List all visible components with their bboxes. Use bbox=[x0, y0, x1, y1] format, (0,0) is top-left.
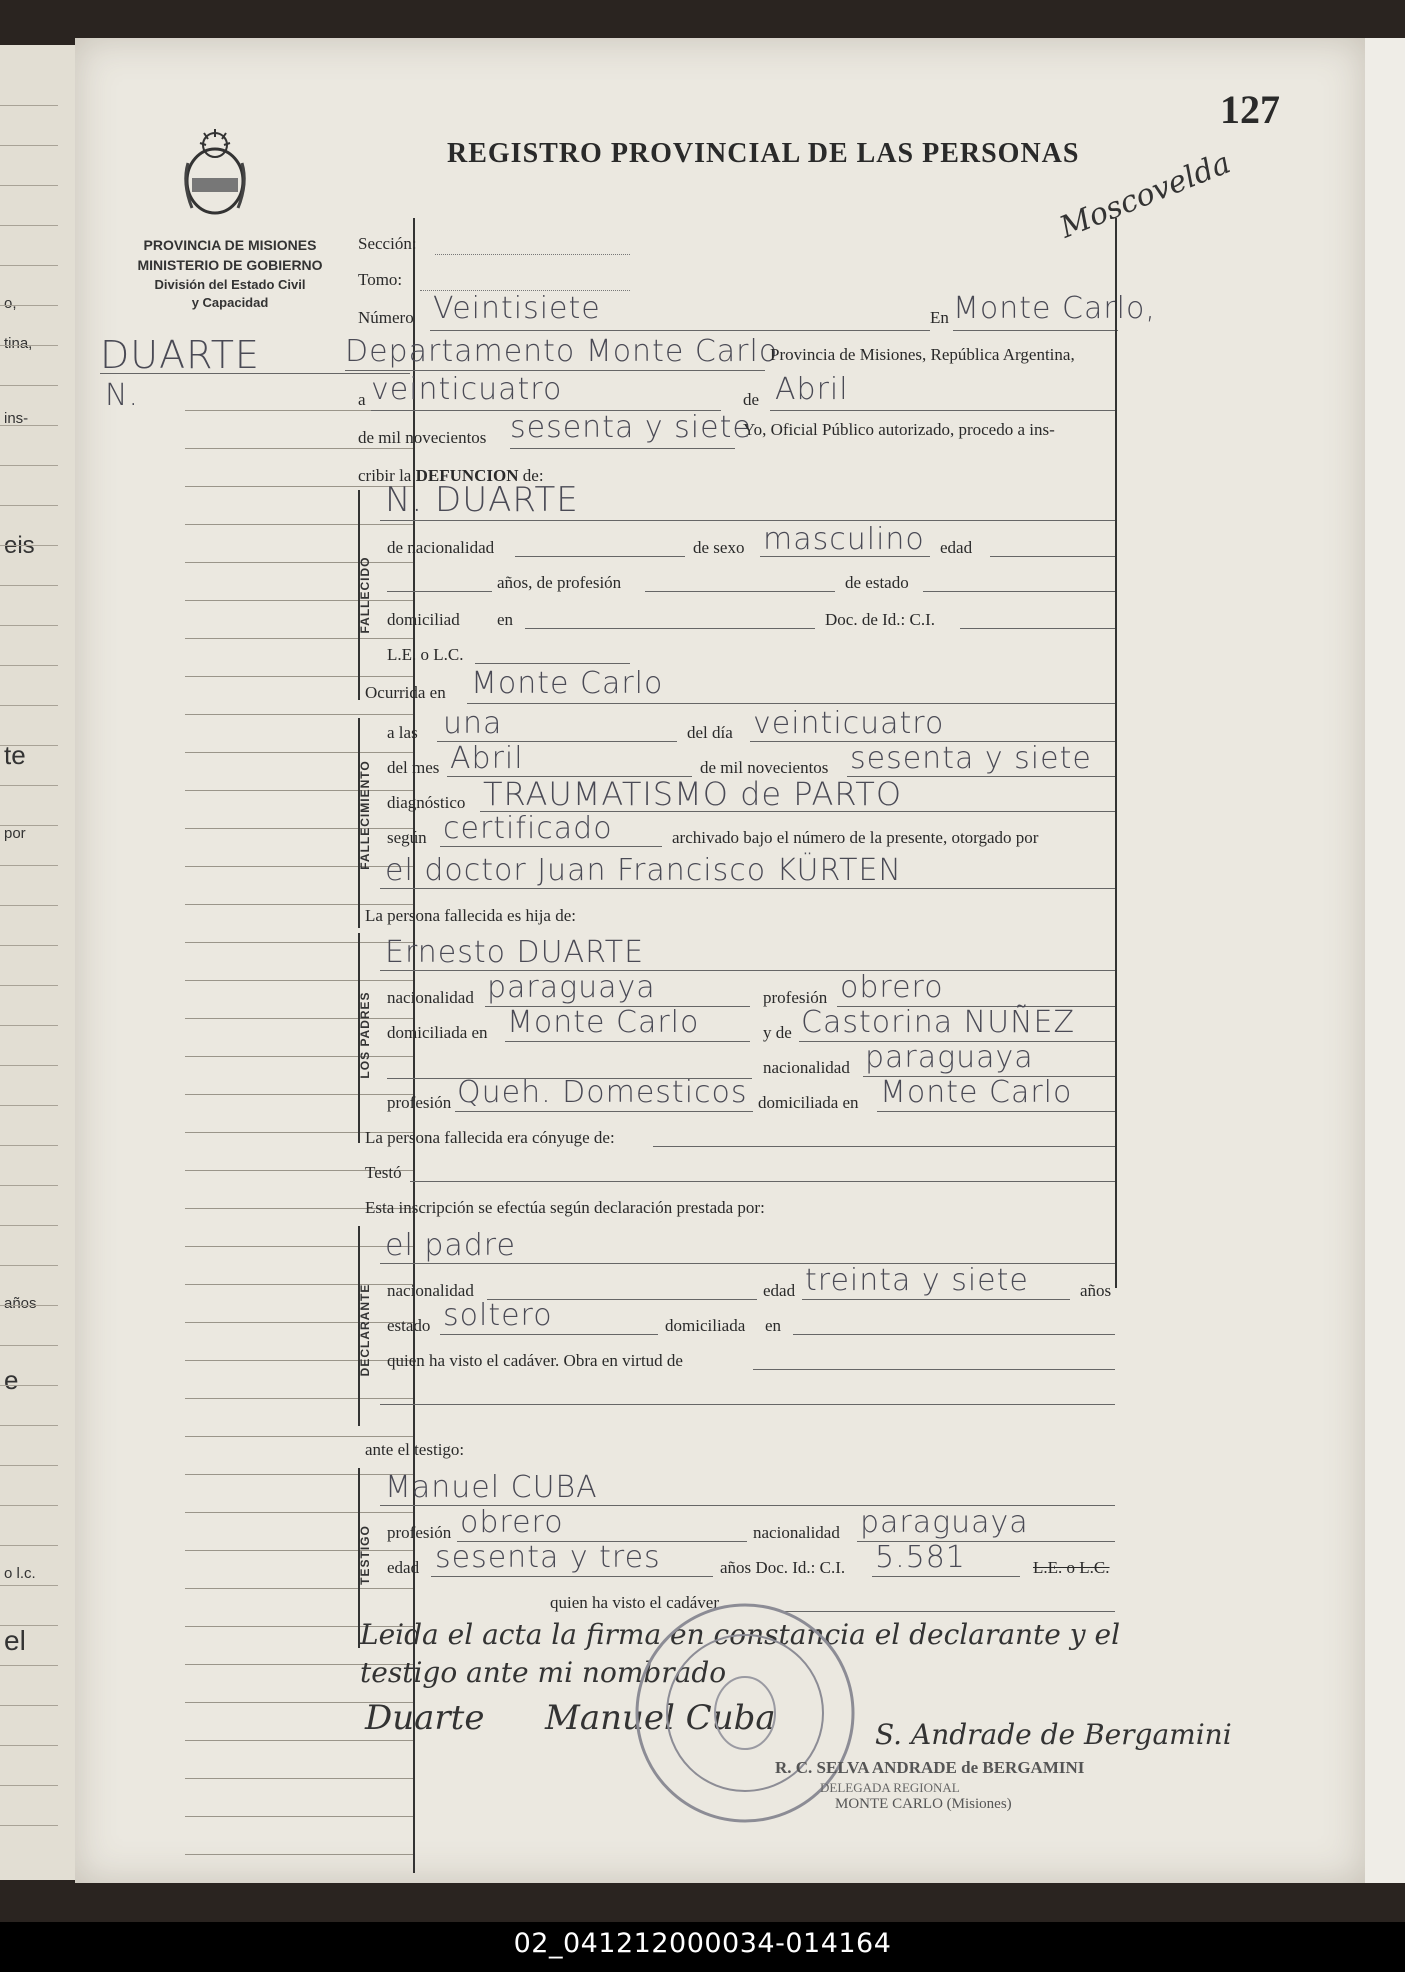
testigo-prof-value: obrero bbox=[460, 1505, 564, 1540]
ledger-rule bbox=[185, 600, 413, 601]
padre-prof-value: obrero bbox=[840, 970, 944, 1005]
a-label: a bbox=[358, 390, 366, 409]
left-page-rule bbox=[0, 1385, 58, 1386]
estado-line bbox=[923, 591, 1115, 592]
testo-text: Testó bbox=[365, 1163, 402, 1182]
fallecido-side-label: FALLECIDO bbox=[358, 556, 372, 634]
declarante-visto-text: quien ha visto el cadáver. Obra en virtud de bbox=[387, 1351, 683, 1370]
declarante-en-label: en bbox=[765, 1316, 782, 1335]
left-page-rule bbox=[0, 1465, 58, 1466]
mes-label: del mes bbox=[387, 758, 440, 777]
left-page-rule bbox=[0, 1745, 58, 1746]
ledger-rule bbox=[185, 1398, 413, 1399]
left-page-rule bbox=[0, 1305, 58, 1306]
anios-label: años, de profesión bbox=[497, 573, 622, 592]
declarante-signature: Duarte bbox=[365, 1698, 485, 1738]
ministry-line: MINISTERIO DE GOBIERNO bbox=[137, 257, 323, 273]
en-label: En bbox=[930, 308, 949, 327]
cribir-prefix: cribir la bbox=[358, 466, 412, 485]
left-page-rule bbox=[0, 905, 58, 906]
left-page-snippet: eis bbox=[4, 532, 35, 559]
ledger-rule bbox=[185, 1816, 413, 1817]
testigo-nac-value: paraguaya bbox=[860, 1505, 1029, 1540]
inscripcion-text: Esta inscripción se efectúa según declaración prestada por: bbox=[365, 1198, 765, 1217]
left-page-rule bbox=[0, 1505, 58, 1506]
ledger-rule bbox=[185, 486, 413, 487]
left-page-rule bbox=[0, 1705, 58, 1706]
padre-dom-label bbox=[387, 1023, 488, 1043]
nacionalidad-label: de nacionalidad bbox=[387, 538, 495, 557]
left-page-rule bbox=[0, 1585, 58, 1586]
de-label: de bbox=[743, 390, 760, 409]
left-page-rule bbox=[0, 1145, 58, 1146]
declarante-estado-line bbox=[440, 1334, 658, 1335]
right-page-edge bbox=[1365, 38, 1405, 1883]
ledger-rule bbox=[185, 1360, 413, 1361]
declarante-name: el padre bbox=[385, 1228, 516, 1263]
fallecimiento-side-label: FALLECIMIENTO bbox=[358, 760, 372, 870]
edad-label: edad bbox=[940, 538, 973, 557]
testigo-le-text: L.E. o L.C. bbox=[1033, 1558, 1110, 1577]
edad-line bbox=[990, 556, 1115, 557]
sexo-value: masculino bbox=[763, 522, 925, 557]
left-page-rule bbox=[0, 185, 58, 186]
de-value: Abril bbox=[775, 372, 849, 407]
oficial-signature: S. Andrade de Bergamini bbox=[875, 1718, 1232, 1751]
ministry-line: y Capacidad bbox=[191, 295, 269, 310]
margin-rule bbox=[100, 373, 410, 374]
a-value: veinticuatro bbox=[371, 372, 563, 407]
ledger-rule bbox=[185, 1284, 413, 1285]
left-page-rule bbox=[0, 1345, 58, 1346]
left-page-rule bbox=[0, 1625, 58, 1626]
en-value: Monte Carlo, bbox=[953, 291, 1156, 326]
cribir-suffix: de: bbox=[522, 466, 544, 485]
diag-label: diagnóstico bbox=[387, 793, 466, 812]
left-page-rule bbox=[0, 1105, 58, 1106]
page-number: 127 bbox=[1220, 87, 1280, 132]
left-page-snippet: e bbox=[4, 1365, 19, 1395]
nacionalidad-line bbox=[515, 556, 685, 557]
yde-label: y de bbox=[763, 1023, 792, 1042]
sexo-label: de sexo bbox=[693, 538, 745, 557]
year-line bbox=[510, 448, 735, 449]
madre-name: Castorina NUÑEZ bbox=[801, 1005, 1076, 1040]
doc-line bbox=[960, 628, 1115, 629]
del-dia-label: del día bbox=[687, 723, 733, 742]
left-page-rule bbox=[0, 545, 58, 546]
testigo-side-label: TESTIGO bbox=[358, 1525, 372, 1585]
left-page-rule bbox=[0, 425, 58, 426]
left-page-rule bbox=[0, 745, 58, 746]
ledger-rule bbox=[185, 1740, 413, 1741]
seccion-line bbox=[435, 254, 630, 255]
hija-text: La persona fallecida es hija de: bbox=[365, 906, 576, 925]
ledger-rule bbox=[185, 1778, 413, 1779]
padre-nac-value: paraguaya bbox=[487, 970, 656, 1005]
madre-nac-label: nacionalidad bbox=[763, 1058, 850, 1077]
ledger-rule bbox=[185, 828, 413, 829]
domiciliad-label: domiciliad bbox=[387, 610, 460, 629]
a-las-value: una bbox=[443, 706, 503, 741]
declarante-dom-line bbox=[793, 1334, 1115, 1335]
left-page-snippet: tina, bbox=[4, 335, 33, 352]
testigo-doc-line bbox=[872, 1576, 1020, 1577]
ledger-rule bbox=[185, 1588, 413, 1589]
ledger-rule bbox=[185, 1018, 413, 1019]
padre-nac-label: nacionalidad bbox=[387, 988, 474, 1007]
left-page-snippet: años bbox=[4, 1295, 37, 1312]
segun-label: según bbox=[387, 828, 427, 847]
ledger-rule bbox=[185, 1474, 413, 1475]
left-page-rule bbox=[0, 1025, 58, 1026]
ledger-rule bbox=[185, 448, 413, 449]
oficial-text: Yo, Oficial Público autorizado, procedo a ins- bbox=[743, 420, 1055, 439]
ocurrida-value: Monte Carlo bbox=[471, 666, 664, 701]
padre-prof-label: profesión bbox=[763, 988, 828, 1007]
testigo-edad-label: edad bbox=[387, 1558, 420, 1577]
declarante-blank-line bbox=[380, 1404, 1115, 1405]
testigo-edad-line bbox=[431, 1576, 713, 1577]
departamento-value: Departamento Monte Carlo bbox=[345, 334, 779, 369]
declarante-edad-line bbox=[802, 1299, 1070, 1300]
ledger-rule bbox=[185, 714, 413, 715]
testigo-edad-value: sesenta y tres bbox=[435, 1540, 661, 1575]
mes-value: Abril bbox=[450, 741, 524, 776]
ledger-rule bbox=[185, 942, 413, 943]
ocurrida-line bbox=[467, 703, 1115, 704]
ledger-rule bbox=[185, 1056, 413, 1057]
left-page-rule bbox=[0, 1265, 58, 1266]
numero-label: Número bbox=[358, 308, 414, 327]
padre-dom-line bbox=[505, 1041, 750, 1042]
closing-line-2: testigo ante mi nombrado bbox=[360, 1656, 727, 1689]
left-page-rule bbox=[0, 625, 58, 626]
ministry-header bbox=[100, 235, 360, 313]
testigo-doc-value: 5.581 bbox=[875, 1540, 966, 1575]
coat-of-arms-icon bbox=[180, 123, 250, 218]
declarante-anios-label: años bbox=[1080, 1281, 1112, 1300]
madre-prof-line bbox=[455, 1111, 753, 1112]
testigo-prof-label: profesión bbox=[387, 1523, 452, 1542]
doctor-line bbox=[380, 888, 1115, 889]
left-page-edge bbox=[0, 45, 78, 1880]
doctor-value: el doctor Juan Francisco KÜRTEN bbox=[385, 853, 902, 888]
ledger-rule bbox=[185, 1854, 413, 1855]
register-page bbox=[75, 38, 1365, 1883]
left-page-rule bbox=[0, 585, 58, 586]
ledger-rule bbox=[185, 752, 413, 753]
left-page-snippet: el bbox=[4, 1625, 26, 1656]
ledger-rule bbox=[185, 562, 413, 563]
padre-dom-en: en bbox=[471, 1023, 488, 1042]
left-page-snippet: o l.c. bbox=[4, 1565, 36, 1582]
left-page-rule bbox=[0, 145, 58, 146]
left-page-rule bbox=[0, 1425, 58, 1426]
stamp-place: MONTE CARLO (Misiones) bbox=[835, 1796, 1012, 1812]
left-page-rule bbox=[0, 945, 58, 946]
le-line bbox=[475, 663, 630, 664]
ledger-rule bbox=[185, 790, 413, 791]
ledger-rule bbox=[185, 638, 413, 639]
a-las-label: a las bbox=[387, 723, 418, 742]
left-page-rule bbox=[0, 305, 58, 306]
profesion-line bbox=[645, 591, 835, 592]
left-page-rule bbox=[0, 1545, 58, 1546]
left-page-rule bbox=[0, 1065, 58, 1066]
declarante-nac-label: nacionalidad bbox=[387, 1281, 474, 1300]
del-dia-value: veinticuatro bbox=[753, 706, 945, 741]
madre-dom-value: Monte Carlo bbox=[880, 1075, 1073, 1110]
segun-value: certificado bbox=[443, 811, 613, 846]
left-page-rule bbox=[0, 985, 58, 986]
left-page-rule bbox=[0, 1785, 58, 1786]
testigo-doc-label: años Doc. Id.: C.I. bbox=[720, 1558, 846, 1577]
ledger-rule bbox=[185, 1436, 413, 1437]
numero-line bbox=[430, 330, 930, 331]
left-page-rule bbox=[0, 105, 58, 106]
stamp-role: DELEGADA REGIONAL bbox=[820, 1780, 960, 1795]
madre-prof-value: Queh. Domesticos bbox=[457, 1075, 748, 1110]
ledger-rule bbox=[185, 1322, 413, 1323]
ante-testigo-text: ante el testigo: bbox=[365, 1440, 465, 1459]
padre-dom-label-text: domiciliada bbox=[387, 1023, 468, 1042]
sexo-line bbox=[760, 556, 930, 557]
testigo-name: Manuel CUBA bbox=[385, 1470, 598, 1505]
anios-line bbox=[387, 591, 492, 592]
ledger-rule bbox=[185, 1550, 413, 1551]
ledger-rule bbox=[185, 866, 413, 867]
de-line bbox=[770, 410, 1115, 411]
left-page-rule bbox=[0, 865, 58, 866]
mil-label: de mil novecientos bbox=[700, 758, 829, 777]
year-value: sesenta y siete bbox=[510, 410, 752, 445]
ledger-rule bbox=[185, 1246, 413, 1247]
ledger-rule bbox=[185, 980, 413, 981]
estado-label: de estado bbox=[845, 573, 909, 592]
left-page-rule bbox=[0, 1225, 58, 1226]
left-page-rule bbox=[0, 505, 58, 506]
ocurrida-label: Ocurrida en bbox=[365, 683, 446, 702]
declarante-edad-value: treinta y siete bbox=[805, 1263, 1029, 1298]
stamp-name: R. C. SELVA ANDRADE de BERGAMINI bbox=[775, 1758, 1085, 1777]
testigo-signature: Manuel Cuba bbox=[545, 1698, 776, 1738]
left-page-rule bbox=[0, 785, 58, 786]
testigo-nac-label: nacionalidad bbox=[753, 1523, 840, 1542]
ledger-rule bbox=[185, 524, 413, 525]
le-label: L.E. o L.C. bbox=[387, 645, 464, 664]
padre-name: Ernesto DUARTE bbox=[385, 935, 645, 970]
left-page-snippet: ins- bbox=[4, 410, 29, 427]
left-page-rule bbox=[0, 1185, 58, 1186]
cribir-bold: DEFUNCION bbox=[415, 466, 519, 485]
tomo-label: Tomo: bbox=[358, 270, 403, 289]
page-title: REGISTRO PROVINCIAL DE LAS PERSONAS bbox=[447, 138, 1080, 169]
ministry-line: PROVINCIA DE MISIONES bbox=[143, 237, 317, 253]
declarante-obra-line bbox=[753, 1369, 1115, 1370]
left-page-rule bbox=[0, 465, 58, 466]
top-signature-stamp: Moscovelda bbox=[1055, 145, 1236, 246]
testo-line bbox=[410, 1181, 1115, 1182]
archivado-text: archivado bajo el número de la presente, otorgado por bbox=[672, 828, 1039, 847]
declarante-dom-label: domiciliada bbox=[665, 1316, 746, 1335]
margin-surname: DUARTE bbox=[100, 333, 260, 377]
fallecido-name: N. DUARTE bbox=[385, 480, 579, 520]
ledger-rule bbox=[185, 676, 413, 677]
left-page-rule bbox=[0, 1665, 58, 1666]
en-line bbox=[953, 330, 1118, 331]
declarante-side-label: DECLARANTE bbox=[358, 1283, 372, 1377]
left-page-rule bbox=[0, 385, 58, 386]
left-page-snippet: te bbox=[4, 740, 26, 770]
ministry-line: División del Estado Civil bbox=[154, 277, 306, 292]
left-page-rule bbox=[0, 665, 58, 666]
right-border bbox=[1115, 218, 1117, 1288]
madre-dom-label: domiciliada en bbox=[758, 1093, 859, 1112]
declarante-edad-label: edad bbox=[763, 1281, 796, 1300]
madre-dom-line bbox=[877, 1111, 1115, 1112]
ledger-rule bbox=[185, 1094, 413, 1095]
declarante-estado-value: soltero bbox=[443, 1298, 553, 1333]
madre-prof-label: profesión bbox=[387, 1093, 452, 1112]
left-page-rule bbox=[0, 825, 58, 826]
declarante-estado-label: estado bbox=[387, 1316, 431, 1335]
conyuge-text: La persona fallecida era cónyuge de: bbox=[365, 1128, 615, 1147]
mil-value: sesenta y siete bbox=[850, 741, 1092, 776]
provincia-text: Provincia de Misiones, República Argentina, bbox=[770, 345, 1075, 364]
left-page-snippet: o, bbox=[4, 295, 17, 312]
padres-side-label: LOS PADRES bbox=[358, 991, 372, 1079]
diag-value: TRAUMATISMO de PARTO bbox=[483, 775, 903, 813]
left-page-rule bbox=[0, 705, 58, 706]
padre-dom-value: Monte Carlo bbox=[507, 1005, 700, 1040]
seccion-label: Sección: bbox=[358, 234, 417, 253]
domicilio-en-label: en bbox=[497, 610, 514, 629]
doc-label: Doc. de Id.: C.I. bbox=[825, 610, 936, 629]
closing-line-1: Leida el acta la firma en constancia el declarante y el bbox=[360, 1618, 1121, 1651]
image-caption: 02_041212000034-014164 bbox=[513, 1928, 892, 1959]
departamento-line bbox=[345, 370, 765, 371]
ledger-rule bbox=[185, 1512, 413, 1513]
domicilio-line bbox=[525, 628, 815, 629]
ledger-rule bbox=[185, 904, 413, 905]
margin-first-name: N. bbox=[105, 378, 139, 413]
conyuge-line bbox=[653, 1146, 1115, 1147]
left-page-snippet: por bbox=[4, 825, 26, 842]
left-page-rule bbox=[0, 225, 58, 226]
testigo-visto-text: quien ha visto el cadáver bbox=[550, 1593, 719, 1612]
segun-line bbox=[440, 846, 662, 847]
left-page-rule bbox=[0, 1825, 58, 1826]
numero-value: Veintisiete bbox=[433, 291, 601, 326]
madre-nac-value: paraguaya bbox=[865, 1040, 1034, 1075]
fallecido-name-line bbox=[380, 520, 1115, 521]
left-page-rule bbox=[0, 265, 58, 266]
left-page-rule bbox=[0, 345, 58, 346]
year-label: de mil novecientos bbox=[358, 428, 487, 447]
